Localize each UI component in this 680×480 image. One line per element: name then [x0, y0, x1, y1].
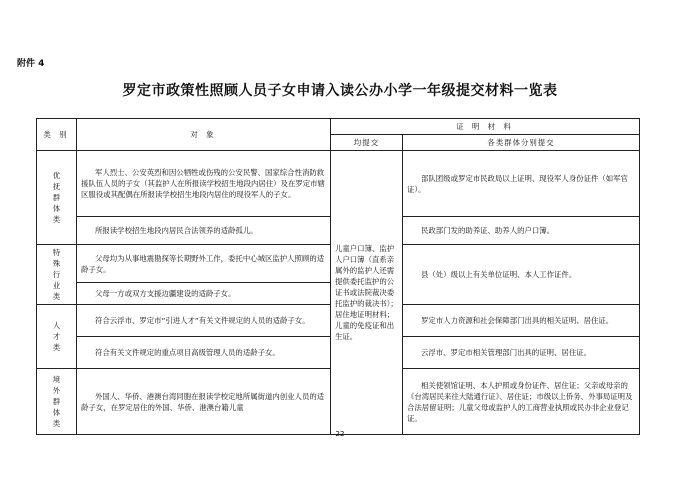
- category-label: 人才类: [52, 321, 61, 352]
- target-cell: 父母一方或双方支援边疆建设的适龄子女。: [77, 283, 331, 305]
- target-cell: 外国人、华侨、港澳台湾同胞在报读学校定地所属街道内创业人员的适龄子女，在罗定居住的外国、华侨、港澳台籍儿童: [77, 369, 331, 435]
- page-title: 罗定市政策性照顾人员子女申请入读公办小学一年级提交材料一览表: [122, 83, 558, 99]
- category-cell: [37, 305, 77, 369]
- category-label: 特殊行业类: [52, 248, 61, 301]
- target-cell: 所报读学校招生地段内居民合法领养的适龄孤儿。: [77, 217, 331, 245]
- materials-table: [36, 118, 640, 435]
- certificate-cell: 相关使领馆证明、本人护照或身份证件、居住证；父亲或母亲的《台湾居民来往大陆通行证》、居住证；市级以上侨务、外事局证明及合法居留证明；儿童父母或监护人的工商营业执照或民办非企业登记证。: [403, 369, 640, 435]
- certificate-cell: 县（处）级以上有关单位证明、本人工作证件。: [403, 245, 640, 305]
- category-label: 境外群体类: [52, 375, 61, 428]
- certificate-cell: 部队团级或罗定市民政局以上证明、现役军人身份证件（如军官证）。: [403, 151, 640, 217]
- category-cell: [37, 245, 77, 305]
- certificate-cell: 云浮市、罗定市相关管理部门出具的证明、居住证。: [403, 337, 640, 369]
- header-common: 均提交: [331, 135, 403, 151]
- header-materials: 证 明 材 料: [331, 119, 640, 135]
- certificate-cell: 罗定市人力资源和社会保障部门出具的相关证明、居住证。: [403, 305, 640, 337]
- category-cell: [37, 369, 77, 435]
- header-target: 对 象: [77, 119, 331, 151]
- target-cell: 军人烈士、公安英烈和因公牺牲或伤残的公安民警、国家综合性消防救援队伍人员的子女（其监护人在所报读学校招生地段内居住）及在罗定市辖区服役或其配偶在所报读学校招生地段内居住的现役军人的子女。: [77, 151, 331, 217]
- attachment-label: 附件 4: [17, 59, 45, 69]
- category-label: 优抚群体类: [52, 171, 61, 224]
- target-cell: 父母均为从事地震勘探等长期野外工作，委托中心城区监护人照顾的适龄子女。: [77, 245, 331, 283]
- common-materials-cell: 儿童户口簿、监护人户口簿（直系亲属外的监护人还需提供委托监护的公证书或法院裁决委托监护的裁决书）；居住地证明材料；儿童的免疫证和出生证。: [331, 151, 403, 435]
- header-category: 类 别: [37, 119, 77, 151]
- target-cell: 符合云浮市、罗定市“引进人才”有关文件规定的人员的适龄子女。: [77, 305, 331, 337]
- header-specific: 各类群体分别提交: [403, 135, 640, 151]
- certificate-cell: 民政部门发的助养证、助养人的户口簿。: [403, 217, 640, 245]
- page-number: 22: [335, 430, 345, 438]
- target-cell: 符合有关文件规定的重点项目高级管理人员的适龄子女。: [77, 337, 331, 369]
- category-cell: [37, 151, 77, 245]
